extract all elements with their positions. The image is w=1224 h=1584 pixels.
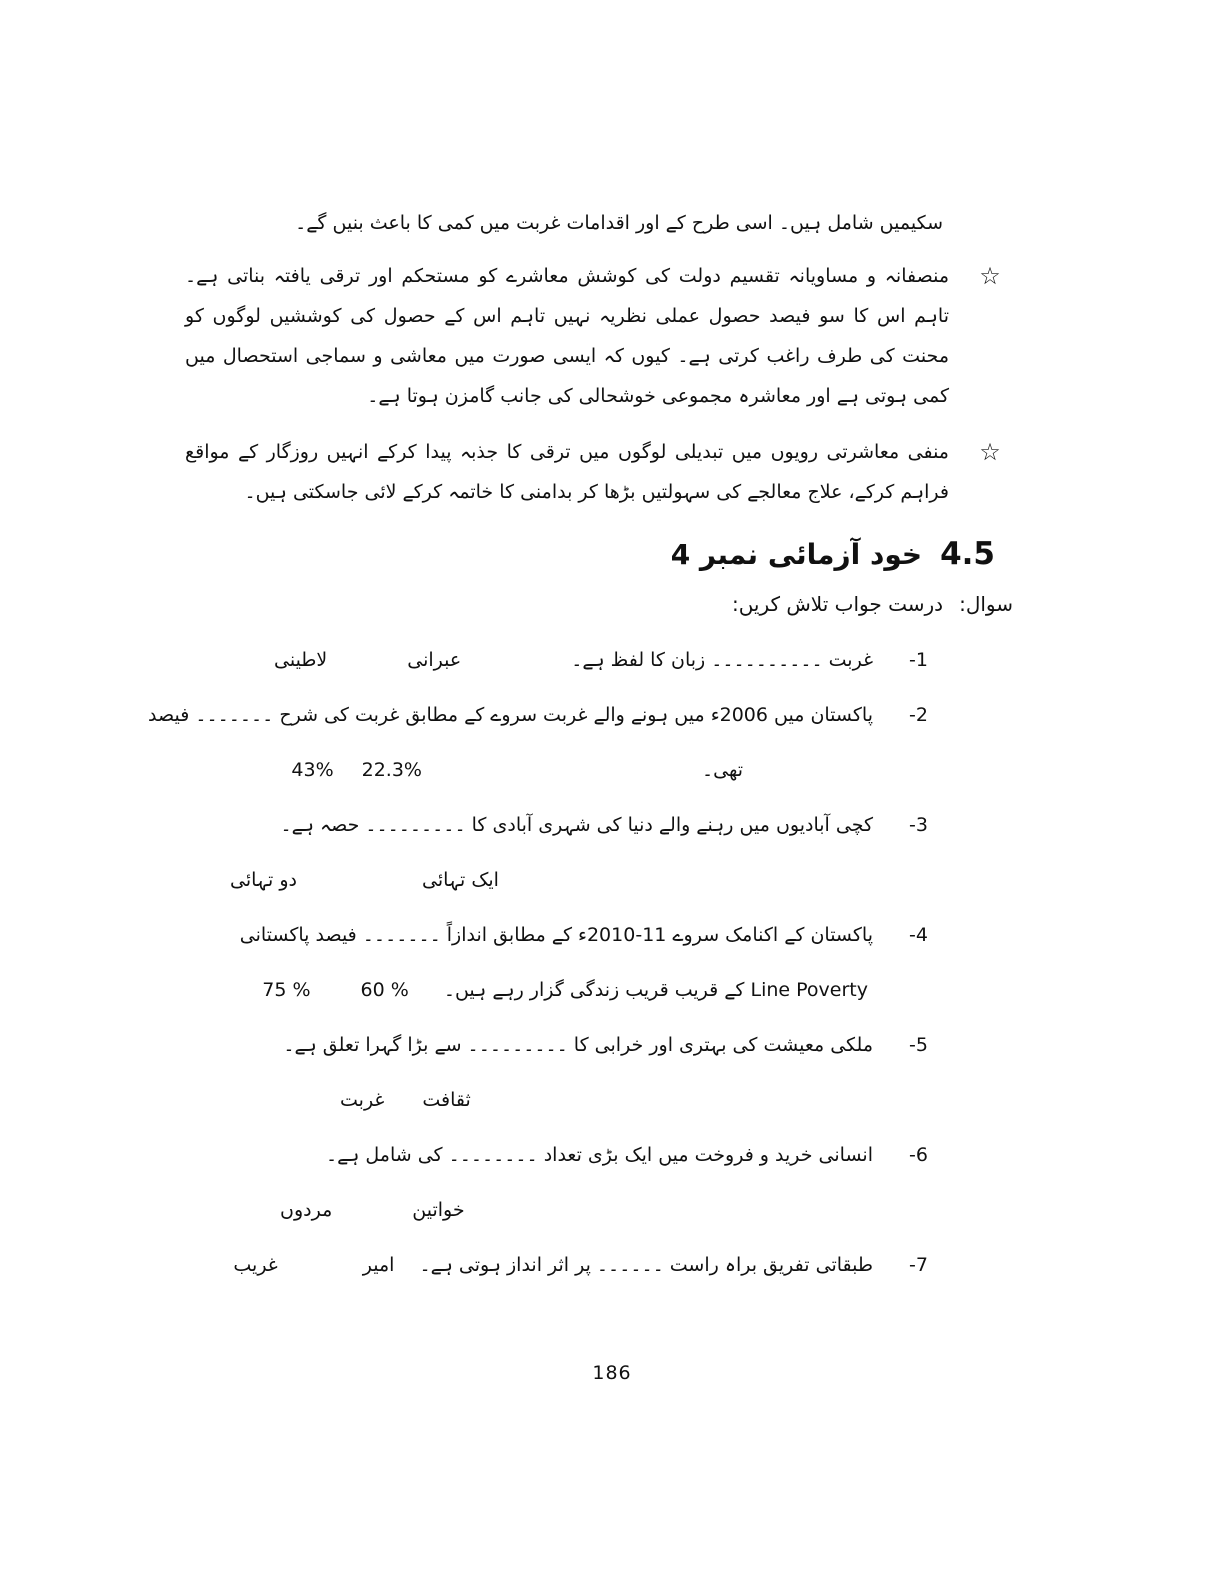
question-text-continuation: Line Poverty کے قریب قریب زندگی گزار رہے ہیں۔: [443, 978, 868, 1001]
question-number: -2: [909, 703, 928, 726]
options-inline: [233, 1254, 394, 1276]
answer-option: دو تہائی: [230, 868, 298, 891]
question-number: -1: [909, 648, 928, 671]
star-bullet-icon: ☆: [979, 438, 1001, 466]
answer-option: 43%: [291, 758, 334, 781]
answer-option: عبرانی: [407, 648, 462, 671]
options-inline: [291, 759, 422, 781]
answer-option: ایک تہائی: [422, 868, 499, 891]
page-number: 186: [592, 1362, 632, 1384]
question-row-4: [185, 907, 1013, 962]
question-row-4-continuation: [185, 962, 1013, 1017]
section-heading: [185, 536, 1013, 572]
exercise-header: [185, 592, 1013, 616]
question-row-3: [185, 797, 1013, 852]
question-text: غربت ۔۔۔۔۔۔۔۔۔۔ زبان کا لفظ ہے۔: [571, 648, 873, 671]
answer-option: خواتین: [412, 1198, 465, 1221]
answer-option: مردوں: [280, 1198, 333, 1221]
answer-option: 75 %: [262, 978, 311, 1001]
answer-option: امیر: [362, 1253, 395, 1276]
star-bullet-icon: ☆: [979, 262, 1001, 290]
question-number: -7: [909, 1253, 928, 1276]
question-row-1: [185, 632, 1013, 687]
bullet-item-2: [185, 432, 1013, 512]
question-text: پاکستان کے اکنامک سروے 11-2010ء کے مطابق اندازاً ۔۔۔۔۔۔۔ فیصد پاکستانی: [239, 923, 873, 946]
section-number: 4.5: [940, 536, 995, 572]
question-list: [148, 632, 1013, 1292]
bullet-item-1: [185, 256, 1013, 416]
answer-option: لاطینی: [274, 648, 328, 671]
options-inline: [274, 649, 461, 671]
paragraph-continuation: سکیمیں شامل ہیں۔ اسی طرح کے اور اقدامات غربت میں کمی کا باعث بنیں گے۔: [295, 212, 943, 234]
answer-option: 22.3%: [361, 758, 422, 781]
answer-option: غریب: [233, 1253, 278, 1276]
question-number: -3: [909, 813, 928, 836]
question-row-5: [185, 1017, 1013, 1072]
question-row-6: [185, 1127, 1013, 1182]
question-text-continuation: تھی۔: [701, 758, 743, 781]
page-content: [148, 206, 1013, 1292]
question-number: -5: [909, 1033, 928, 1056]
answer-option: غربت: [340, 1088, 385, 1111]
question-number: -4: [909, 923, 928, 946]
bullet-text: منفی معاشرتی رویوں میں تبدیلی لوگوں میں ترقی کا جذبہ پیدا کرکے انہیں روزگار کے مواقع فراہم کرکے، علاج معالجے کی سہولتیں بڑھا کر بدامنی کا خاتمہ کرکے لائی جاسکتی ہیں۔: [185, 441, 949, 503]
bullet-text: منصفانہ و مساویانہ تقسیم دولت کی کوشش معاشرے کو مستحکم اور ترقی یافتہ بناتی ہے۔ تاہم اس کا سو فیصد حصول عملی نظریہ نہیں تاہم اس کے حصول کی کوششیں لوگوں کو محنت کی طرف راغب کرتی ہے۔ کیوں کہ ایسی صورت میں معاشی و سماجی استحصال میں کمی ہوتی ہے اور معاشرہ مجموعی خوشحالی کی جانب گامزن ہوتا ہے۔: [185, 265, 949, 407]
question-text: پاکستان میں 2006ء میں ہونے والے غربت سروے کے مطابق غربت کی شرح ۔۔۔۔۔۔۔ فیصد: [148, 703, 873, 726]
question-prompt-label: سوال:: [959, 592, 1013, 616]
options-row: [185, 852, 1013, 907]
options-row: [185, 1072, 1013, 1127]
question-row-2-continuation: [185, 742, 1013, 797]
question-text: کچی آبادیوں میں رہنے والے دنیا کی شہری آبادی کا ۔۔۔۔۔۔۔۔۔ حصہ ہے۔: [280, 813, 873, 836]
question-row-7: [185, 1237, 1013, 1292]
answer-option: 60 %: [360, 978, 409, 1001]
section-title: خود آزمائی نمبر 4: [670, 538, 923, 571]
question-row-2: [148, 687, 1013, 742]
answer-option: ثقافت: [422, 1088, 471, 1111]
options-inline: [262, 979, 409, 1001]
question-prompt-text: درست جواب تلاش کریں:: [731, 592, 944, 616]
question-text: ملکی معیشت کی بہتری اور خرابی کا ۔۔۔۔۔۔۔۔۔ سے بڑا گہرا تعلق ہے۔: [283, 1033, 873, 1056]
question-number: -6: [909, 1143, 928, 1166]
question-text: انسانی خرید و فروخت میں ایک بڑی تعداد ۔۔۔۔۔۔۔۔ کی شامل ہے۔: [325, 1143, 873, 1166]
options-row: [185, 1182, 1013, 1237]
question-text: طبقاتی تفریق براہ راست ۔۔۔۔۔۔ پر اثر انداز ہوتی ہے۔: [419, 1253, 873, 1276]
